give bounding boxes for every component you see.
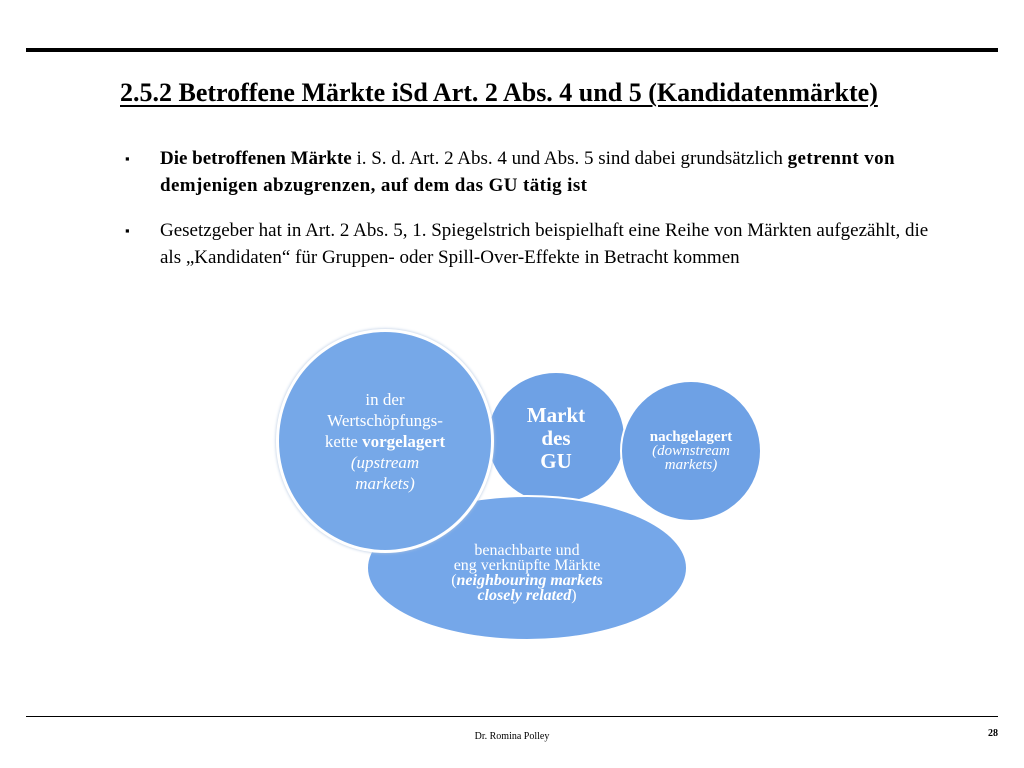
market-line: GU [540, 448, 572, 473]
circle-market-gu [488, 373, 624, 503]
upstream-line: (upstream [350, 452, 420, 472]
paren: ( [451, 572, 457, 589]
upstream-line: Wertschöpfungs- [327, 410, 443, 430]
bullet-marker: ▪ [125, 223, 130, 238]
circle-upstream [276, 329, 494, 553]
slide-title: 2.5.2 Betroffene Märkte iSd Art. 2 Abs. 4 und 5 (Kandidatenmärkte) [120, 78, 878, 107]
paren: ) [571, 587, 577, 604]
bullet-item [120, 145, 950, 199]
downstream-line: markets) [664, 457, 718, 473]
neighbour-line: benachbarte und [474, 542, 580, 559]
downstream-line: nachgelagert [649, 429, 733, 445]
market-line: des [541, 425, 571, 450]
downstream-line: (downstream [652, 443, 730, 459]
neighbour-line [451, 573, 603, 588]
bottom-rule [26, 716, 998, 717]
neighbour-english: closely related [477, 587, 572, 604]
bullet-bold-tail: getrennt von demjenigen abzugrenzen, auf dem das GU tätig ist [160, 148, 896, 196]
market-diagram [270, 325, 770, 645]
neighbour-line: eng verknüpfte Märkte [453, 557, 601, 574]
market-line: Markt [526, 402, 586, 427]
neighbour-line [477, 588, 576, 603]
upstream-line [325, 431, 445, 452]
bullet-item [120, 217, 950, 271]
bullet-marker: ▪ [125, 151, 130, 166]
upstream-text: kette [324, 431, 363, 451]
bullet-list [120, 145, 950, 289]
bullet-text: Gesetzgeber hat in Art. 2 Abs. 5, 1. Spiegelstrich beispielhaft eine Reihe von Märkten aufgezählt, die als „Kandidaten“ für Gruppen- oder Spill-Over-Effekte in Betracht kommen [160, 220, 929, 268]
top-rule [26, 48, 998, 52]
neighbour-english: neighbouring markets [456, 572, 603, 589]
bullet-text: i. S. d. Art. 2 Abs. 4 und Abs. 5 sind dabei grundsätzlich [351, 148, 788, 169]
circle-downstream [620, 380, 762, 522]
upstream-line: in der [365, 389, 405, 409]
page-number: 28 [988, 728, 998, 739]
upstream-line: markets) [355, 473, 415, 493]
bullet-bold-lead: Die betroffenen Märkte [160, 148, 352, 169]
upstream-bold: vorgelagert [362, 431, 446, 451]
footer-author: Dr. Romina Polley [474, 731, 550, 742]
